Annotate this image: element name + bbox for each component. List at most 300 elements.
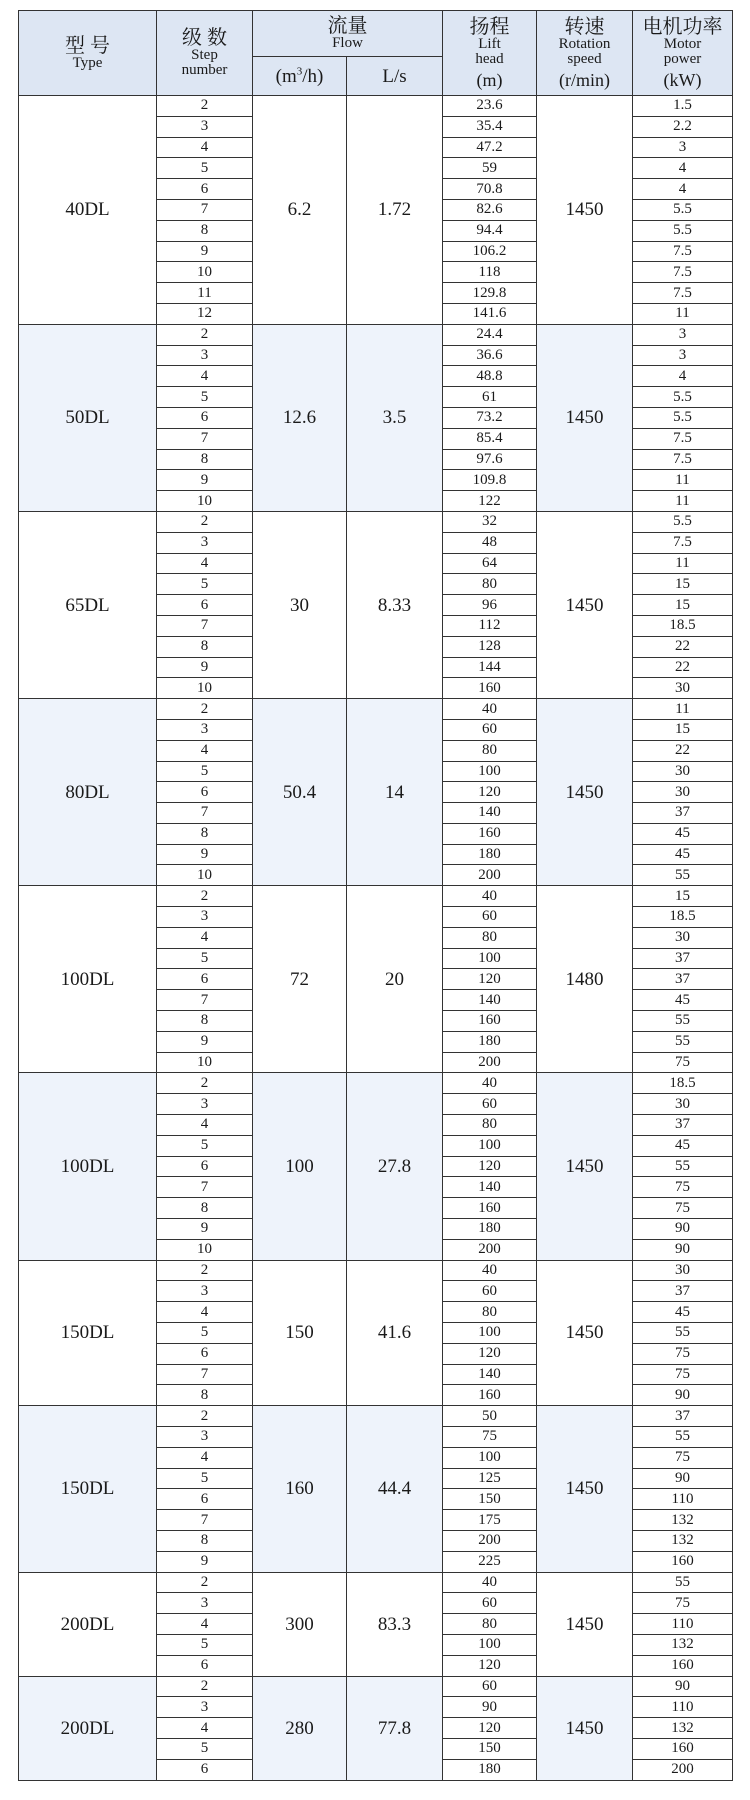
table-row [19,1572,733,1593]
lift-head: 61 [443,387,537,408]
step-number: 10 [157,262,253,283]
header-speed-cn: 转速 [564,16,605,38]
flow-ls: 8.33 [347,511,443,698]
lift-head: 140 [443,803,537,824]
motor-power: 55 [633,1427,733,1448]
lift-head: 100 [443,1447,537,1468]
header-head-en-1: Lift [478,36,501,52]
step-number: 5 [157,1135,253,1156]
lift-head: 97.6 [443,449,537,470]
lift-head: 23.6 [443,96,537,117]
step-number: 4 [157,1302,253,1323]
table-row [19,1260,733,1281]
step-number: 2 [157,1676,253,1697]
header-head-unit: (m) [476,70,503,90]
motor-power: 132 [633,1530,733,1551]
motor-power: 22 [633,740,733,761]
motor-power: 37 [633,803,733,824]
lift-head: 70.8 [443,179,537,200]
lift-head: 200 [443,865,537,886]
table-row [19,1406,733,1427]
table-row [19,699,733,720]
step-number: 10 [157,678,253,699]
step-number: 4 [157,1614,253,1635]
rotation-speed: 1450 [537,511,633,698]
step-number: 4 [157,137,253,158]
step-number: 6 [157,1156,253,1177]
header-flow-m3h-pre: (m [275,65,297,87]
step-number: 5 [157,948,253,969]
motor-power: 90 [633,1239,733,1260]
step-number: 2 [157,96,253,117]
lift-head: 144 [443,657,537,678]
step-number: 7 [157,1510,253,1531]
step-number: 9 [157,1219,253,1240]
step-number: 10 [157,491,253,512]
lift-head: 40 [443,1073,537,1094]
motor-power: 75 [633,1052,733,1073]
lift-head: 59 [443,158,537,179]
header-flow-m3h [253,57,347,96]
step-number: 6 [157,179,253,200]
flow-m3h: 160 [253,1406,347,1572]
motor-power: 30 [633,1094,733,1115]
step-number: 8 [157,1198,253,1219]
lift-head: 180 [443,844,537,865]
motor-power: 160 [633,1655,733,1676]
motor-power: 55 [633,1156,733,1177]
header-flow [253,11,443,57]
flow-m3h: 150 [253,1260,347,1406]
lift-head: 82.6 [443,199,537,220]
table-header [19,11,733,96]
header-step-cn: 级 数 [182,27,227,49]
flow-ls: 3.5 [347,324,443,511]
step-number: 4 [157,366,253,387]
step-number: 2 [157,1572,253,1593]
lift-head: 160 [443,1198,537,1219]
motor-power: 90 [633,1676,733,1697]
lift-head: 160 [443,1385,537,1406]
lift-head: 40 [443,1260,537,1281]
header-speed [537,11,633,96]
lift-head: 85.4 [443,428,537,449]
step-number: 4 [157,740,253,761]
motor-power: 132 [633,1718,733,1739]
step-number: 8 [157,220,253,241]
motor-power: 37 [633,1115,733,1136]
motor-power: 7.5 [633,262,733,283]
motor-power: 55 [633,1572,733,1593]
header-step-en-1: Step [191,47,218,63]
lift-head: 150 [443,1489,537,1510]
flow-m3h: 6.2 [253,96,347,325]
lift-head: 60 [443,907,537,928]
lift-head: 106.2 [443,241,537,262]
lift-head: 128 [443,636,537,657]
motor-power: 37 [633,969,733,990]
motor-power: 11 [633,470,733,491]
step-number: 9 [157,844,253,865]
header-power-cn: 电机功率 [642,16,723,38]
flow-ls: 1.72 [347,96,443,325]
lift-head: 48.8 [443,366,537,387]
step-number: 7 [157,428,253,449]
lift-head: 60 [443,1593,537,1614]
step-number: 2 [157,324,253,345]
header-head [443,11,537,96]
step-number: 7 [157,199,253,220]
header-speed-en-1: Rotation [558,36,611,52]
lift-head: 140 [443,990,537,1011]
header-flow-m3h-post: /h) [302,65,324,87]
step-number: 3 [157,532,253,553]
motor-power: 18.5 [633,1073,733,1094]
header-head-cn: 扬程 [469,16,510,38]
motor-power: 4 [633,366,733,387]
step-number: 2 [157,511,253,532]
flow-ls: 14 [347,699,443,886]
lift-head: 100 [443,1634,537,1655]
lift-head: 120 [443,1655,537,1676]
motor-power: 75 [633,1177,733,1198]
motor-power: 200 [633,1759,733,1780]
motor-power: 15 [633,719,733,740]
step-number: 6 [157,1655,253,1676]
step-number: 7 [157,1364,253,1385]
step-number: 2 [157,1260,253,1281]
flow-m3h: 280 [253,1676,347,1780]
motor-power: 7.5 [633,428,733,449]
motor-power: 3 [633,345,733,366]
header-type-cn: 型 号 [65,34,110,57]
motor-power: 5.5 [633,511,733,532]
lift-head: 64 [443,553,537,574]
flow-m3h: 50.4 [253,699,347,886]
lift-head: 200 [443,1530,537,1551]
step-number: 6 [157,1489,253,1510]
model-type: 100DL [19,1073,157,1260]
table-row [19,1073,733,1094]
step-number: 8 [157,1385,253,1406]
lift-head: 80 [443,1302,537,1323]
lift-head: 40 [443,699,537,720]
rotation-speed: 1450 [537,1572,633,1676]
step-number: 2 [157,1406,253,1427]
motor-power: 90 [633,1468,733,1489]
lift-head: 80 [443,574,537,595]
lift-head: 40 [443,886,537,907]
lift-head: 36.6 [443,345,537,366]
step-number: 3 [157,116,253,137]
lift-head: 60 [443,719,537,740]
step-number: 5 [157,1323,253,1344]
rotation-speed: 1450 [537,324,633,511]
step-number: 6 [157,782,253,803]
motor-power: 22 [633,636,733,657]
motor-power: 30 [633,1260,733,1281]
step-number: 5 [157,1468,253,1489]
table-row [19,96,733,117]
lift-head: 80 [443,927,537,948]
lift-head: 80 [443,740,537,761]
step-number: 9 [157,470,253,491]
lift-head: 200 [443,1052,537,1073]
lift-head: 50 [443,1406,537,1427]
header-flow-ls: L/s [347,57,443,96]
header-flow-m3h-sup: 3 [296,65,303,78]
motor-power: 11 [633,699,733,720]
lift-head: 35.4 [443,116,537,137]
lift-head: 100 [443,948,537,969]
rotation-speed: 1480 [537,886,633,1073]
motor-power: 37 [633,948,733,969]
motor-power: 4 [633,179,733,200]
motor-power: 3 [633,137,733,158]
step-number: 4 [157,1447,253,1468]
step-number: 4 [157,1115,253,1136]
motor-power: 5.5 [633,220,733,241]
motor-power: 15 [633,595,733,616]
step-number: 5 [157,1634,253,1655]
header-flow-en: Flow [332,35,363,51]
lift-head: 96 [443,595,537,616]
motor-power: 45 [633,844,733,865]
step-number: 5 [157,574,253,595]
step-number: 9 [157,241,253,262]
motor-power: 132 [633,1634,733,1655]
header-head-en-2: head [475,51,504,67]
step-number: 6 [157,1759,253,1780]
model-type: 65DL [19,511,157,698]
step-number: 2 [157,886,253,907]
motor-power: 7.5 [633,449,733,470]
motor-power: 18.5 [633,907,733,928]
lift-head: 120 [443,1718,537,1739]
lift-head: 24.4 [443,324,537,345]
motor-power: 5.5 [633,199,733,220]
motor-power: 1.5 [633,96,733,117]
motor-power: 7.5 [633,283,733,304]
header-power-en-1: Motor [663,36,702,52]
step-number: 3 [157,1697,253,1718]
pump-spec-table [18,10,733,1781]
lift-head: 80 [443,1115,537,1136]
motor-power: 75 [633,1364,733,1385]
step-number: 4 [157,927,253,948]
motor-power: 90 [633,1219,733,1240]
motor-power: 11 [633,553,733,574]
motor-power: 18.5 [633,615,733,636]
motor-power: 7.5 [633,532,733,553]
lift-head: 94.4 [443,220,537,241]
lift-head: 32 [443,511,537,532]
motor-power: 160 [633,1738,733,1759]
lift-head: 40 [443,1572,537,1593]
header-step-en-2: number [181,62,228,78]
lift-head: 60 [443,1281,537,1302]
step-number: 8 [157,1011,253,1032]
motor-power: 15 [633,886,733,907]
step-number: 6 [157,1343,253,1364]
step-number: 2 [157,1073,253,1094]
motor-power: 45 [633,1135,733,1156]
lift-head: 160 [443,1011,537,1032]
lift-head: 180 [443,1759,537,1780]
motor-power: 55 [633,1323,733,1344]
rotation-speed: 1450 [537,1406,633,1572]
flow-ls: 41.6 [347,1260,443,1406]
lift-head: 160 [443,823,537,844]
lift-head: 175 [443,1510,537,1531]
motor-power: 30 [633,927,733,948]
motor-power: 2.2 [633,116,733,137]
step-number: 3 [157,345,253,366]
table-row [19,511,733,532]
motor-power: 5.5 [633,387,733,408]
motor-power: 30 [633,782,733,803]
flow-m3h: 300 [253,1572,347,1676]
step-number: 5 [157,761,253,782]
step-number: 11 [157,283,253,304]
step-number: 6 [157,595,253,616]
lift-head: 100 [443,1135,537,1156]
step-number: 3 [157,907,253,928]
flow-m3h: 12.6 [253,324,347,511]
flow-m3h: 72 [253,886,347,1073]
lift-head: 60 [443,1676,537,1697]
motor-power: 22 [633,657,733,678]
motor-power: 45 [633,823,733,844]
step-number: 9 [157,657,253,678]
motor-power: 4 [633,158,733,179]
header-power [633,11,733,96]
lift-head: 112 [443,615,537,636]
lift-head: 141.6 [443,303,537,324]
lift-head: 160 [443,678,537,699]
model-type: 150DL [19,1260,157,1406]
step-number: 3 [157,1427,253,1448]
lift-head: 60 [443,1094,537,1115]
step-number: 4 [157,553,253,574]
step-number: 5 [157,1738,253,1759]
flow-ls: 27.8 [347,1073,443,1260]
rotation-speed: 1450 [537,1676,633,1780]
motor-power: 3 [633,324,733,345]
motor-power: 90 [633,1385,733,1406]
table-body [19,96,733,1781]
flow-m3h: 30 [253,511,347,698]
model-type: 50DL [19,324,157,511]
step-number: 10 [157,865,253,886]
table-row [19,324,733,345]
lift-head: 118 [443,262,537,283]
model-type: 80DL [19,699,157,886]
header-flow-cn: 流量 [327,15,368,37]
motor-power: 110 [633,1489,733,1510]
step-number: 8 [157,1530,253,1551]
motor-power: 55 [633,1011,733,1032]
lift-head: 120 [443,1343,537,1364]
header-speed-en-2: speed [567,51,602,67]
motor-power: 55 [633,1031,733,1052]
lift-head: 140 [443,1364,537,1385]
motor-power: 30 [633,761,733,782]
step-number: 7 [157,615,253,636]
motor-power: 11 [633,491,733,512]
step-number: 7 [157,803,253,824]
step-number: 5 [157,158,253,179]
lift-head: 200 [443,1239,537,1260]
model-type: 40DL [19,96,157,325]
step-number: 5 [157,387,253,408]
lift-head: 125 [443,1468,537,1489]
rotation-speed: 1450 [537,1260,633,1406]
motor-power: 75 [633,1447,733,1468]
lift-head: 90 [443,1697,537,1718]
rotation-speed: 1450 [537,1073,633,1260]
motor-power: 11 [633,303,733,324]
step-number: 10 [157,1239,253,1260]
table-row [19,886,733,907]
lift-head: 47.2 [443,137,537,158]
step-number: 12 [157,303,253,324]
lift-head: 120 [443,782,537,803]
step-number: 3 [157,1593,253,1614]
motor-power: 37 [633,1281,733,1302]
motor-power: 7.5 [633,241,733,262]
motor-power: 110 [633,1614,733,1635]
step-number: 6 [157,969,253,990]
step-number: 9 [157,1551,253,1572]
motor-power: 45 [633,990,733,1011]
step-number: 6 [157,407,253,428]
lift-head: 150 [443,1738,537,1759]
flow-m3h: 100 [253,1073,347,1260]
flow-ls: 20 [347,886,443,1073]
header-power-en-2: power [663,51,702,67]
rotation-speed: 1450 [537,699,633,886]
lift-head: 180 [443,1219,537,1240]
step-number: 2 [157,699,253,720]
motor-power: 75 [633,1593,733,1614]
step-number: 7 [157,1177,253,1198]
lift-head: 140 [443,1177,537,1198]
rotation-speed: 1450 [537,96,633,325]
motor-power: 55 [633,865,733,886]
lift-head: 100 [443,761,537,782]
motor-power: 110 [633,1697,733,1718]
step-number: 3 [157,1094,253,1115]
lift-head: 48 [443,532,537,553]
header-type [19,11,157,96]
motor-power: 15 [633,574,733,595]
lift-head: 180 [443,1031,537,1052]
motor-power: 132 [633,1510,733,1531]
header-speed-unit: (r/min) [559,70,610,90]
model-type: 150DL [19,1406,157,1572]
step-number: 4 [157,1718,253,1739]
lift-head: 120 [443,969,537,990]
lift-head: 120 [443,1156,537,1177]
model-type: 200DL [19,1676,157,1780]
lift-head: 225 [443,1551,537,1572]
model-type: 100DL [19,886,157,1073]
step-number: 8 [157,823,253,844]
lift-head: 100 [443,1323,537,1344]
model-type: 200DL [19,1572,157,1676]
lift-head: 129.8 [443,283,537,304]
